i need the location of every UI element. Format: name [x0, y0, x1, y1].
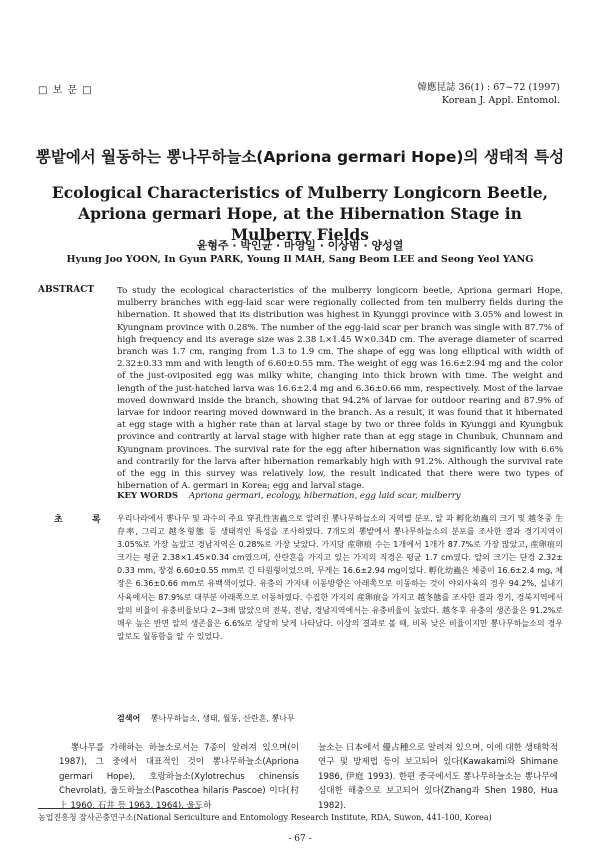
keywords-label: KEY WORDS — [117, 491, 179, 501]
keywords-korean-text: 뽕나무하늘소, 생태, 월동, 산란흔, 뽕나무 — [150, 714, 295, 723]
keywords-korean-label: 검색어 — [117, 714, 141, 723]
chorok-label-1: 초 — [54, 515, 63, 525]
authors-korean: 윤형주 · 박인균 · 마영일 · 이상범 · 양성열 — [196, 239, 404, 252]
footnote: 농업진흥청 잠사곤충연구소(National Sericulture and Entomology Research Institute, RDA, Suwon, 441-100, Korea) — [38, 813, 492, 822]
body-column-right: 늘소는 日本에서 優占種으로 알려져 있으며, 이에 대한 생태학적 연구 및 방제법 등이 보고되어 있다(Kawakami와 Shimane 1986, 伊庭 1993). 한편 중국에서도 뽕나무하늘소는 뽕나무에 심대한 해충으로 보고되어 있다(Zhang과 Shen 1980, Hua 1982). — [318, 743, 558, 811]
keywords-text: Apriona germari, ecology, hibernation, egg laid scar, mulberry — [188, 491, 461, 501]
article-type-tag: □ 보 문 □ — [38, 85, 93, 96]
title-korean: 뽕밭에서 월동하는 뽕나무하늘소(Apriona germari Hope)의 생태적 특성 — [35, 148, 565, 166]
authors-english: Hyung Joo YOON, In Gyun PARK, Young Il MAH, Sang Beom LEE and Seong Yeol YANG — [66, 254, 534, 265]
chorok-label-2: 록 — [92, 515, 101, 525]
journal-volume: 韓應昆誌 36(1) : 67~72 (1997) — [417, 82, 560, 93]
keywords — [117, 491, 563, 501]
title-english: Ecological Characteristics of Mulberry Longicorn Beetle, Apriona germari Hope, at the Hibernation Stage in Mulberry Fields — [51, 183, 549, 244]
keywords-korean — [117, 713, 563, 724]
footnote-rule — [38, 808, 200, 809]
abstract-text: To study the ecological characteristics of the mulberry longicorn beetle, Apriona germari Hope, mulberry branches with egg-laid scar were regionally collected from ten mulberry fields during the hibernation. It showed that its distribution was highest in Kyunggi province with 3.05% and lowest in Kyungnam province with 0.28%. The number of the egg-laid scar per branch was single with 87.7% of high frequency and its average size was 2.38 L×1.45 W×0.34D cm. The average diameter of scarred branch was 1.7 cm, ranging from 1.3 to 1.9 cm. The shape of egg was long elliptical with width of 2.32±0.33 mm and with length of 6.60±0.55 mm. The weight of egg was 16.6±2.94 mg and the color of the just-oviposited egg was milky white, changing into thick brown with time. The weight and length of the just-hatched larva was 16.6±2.4 mg and 6.36±0.66 mm, respectively. Most of the larvae moved downward inside the branch, showing that 94.2% of larvae for outdoor rearing and 87.9% of larvae for indoor rearing moved downward in the branch. As a result, it was found that it hibernated at egg stage with a higher rate than at larval stage by two or three folds in Kyunggi and Kyungbuk province and contrarily at larval stage with higher rate than at egg stage in Chunbuk, Chunnam and Kyungnam provinces. The survival rate for the egg after hibernation was significantly low with 6.6% and contrarily for the larva after hibernation remarkably high with 91.2%. Although the survival rate of the egg in this survey was relatively low, the result indicated that there were two types of hibernation of A. germari in Korea; egg and larval stage. — [117, 286, 563, 492]
abstract-label: ABSTRACT — [38, 285, 95, 295]
chorok-text: 우리나라에서 뽕나무 및 과수의 주요 穿孔性害蟲으로 알려진 뽕나무하늘소의 지역별 분포, 알 과 孵化幼蟲의 크기 및 越冬중 生存率, 그리고 越冬형態 등 생태적인 특성을 조사하였다. 7개도의 뽕밭에서 뽕나무하늘소의 분포를 조사한 결과 경기지역이 3.05%로 가장 높았고 경남지역은 0.28%로 가장 낮았다. 가지당 産卵痕 수는 1개에서 1개가 87.7%로 가장 많았고, 産卵痕의 크기는 평균 2.38×1.45×0.34 cm였으며, 산란흔을 가지고 있는 가지의 직경은 평균 1.7 cm였다. 알의 크기는 단경 2.32± 0.33 mm, 장경 6.60±0.55 mm로 긴 타원형이었으며, 무게는 16.6±2.94 mg이었다. 孵化幼蟲은 체중이 16.6±2.4 mg, 체장은 6.36±0.66 mm로 유백색이었다. 유충의 가지내 이동방향은 아래쪽으로 이동하는 것이 야외사육의 경우 94.2%, 실내기사육에서는 87.9%로 대부분 아래쪽으로 이동하였다. 수집한 가지의 産卵痕을 가지고 越冬態를 조사한 결과 경기, 경북지역에서 알의 비율이 유충비율보다 2~3배 많았으며 전북, 전남, 경남지역에서는 유충비율이 높았다. 越冬후 유충의 생존율은 91.2%로 매우 높은 반면 알의 생존율은 6.6%로 상당히 낮게 나타났다. 이상의 결과로 볼 때, 비록 낮은 비율이지만 뽕나무하늘소의 경우 알로도 월동함을 알 수 있었다. — [117, 514, 563, 641]
page-number: - 67 - — [288, 834, 312, 844]
journal-citation — [417, 81, 560, 107]
journal-name: Korean J. Appl. Entomol. — [441, 95, 560, 106]
body-column-left: 뽕나무를 가해하는 하늘소로서는 7종이 알려져 있으며(이 1987), 그 중에서 대표적인 것이 뽕나무하늘소(Apriona germari Hope), 호랑하늘소(Xylotrechus chinensis Chevrolat), 울도하늘소(Pascothea hilaris Pascoe) 이다(村上 1960, 石井 등 1963, 1964). 울도하 — [59, 743, 299, 811]
